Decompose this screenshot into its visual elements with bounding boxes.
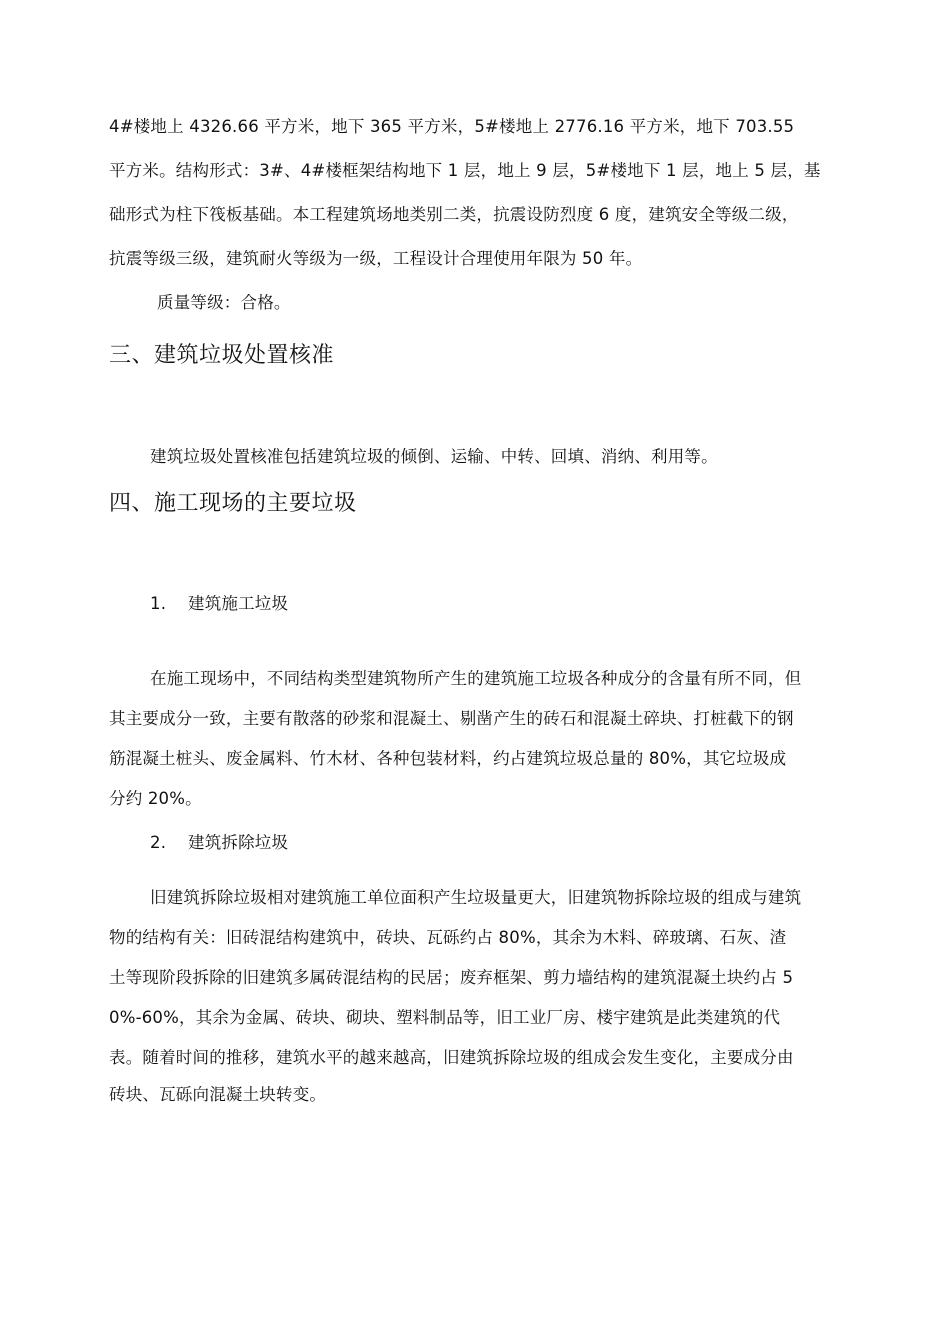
list-item-1-number: 1.: [150, 594, 167, 613]
intro-line-4: 抗震等级三级，建筑耐火等级为一级，工程设计合理使用年限为 50 年。: [109, 249, 643, 268]
item-2-line-4: 0%-60%，其余为金属、砖块、砌块、塑料制品等，旧工业厂房、楼宇建筑是此类建筑的代: [109, 1008, 781, 1027]
section-4-heading: 四、施工现场的主要垃圾: [109, 491, 357, 516]
list-item-2-title: 建筑拆除垃圾: [188, 833, 289, 852]
quality-grade: 质量等级：合格。: [157, 293, 291, 312]
list-item-2-number: 2.: [150, 833, 167, 852]
item-1-line-1: 在施工现场中，不同结构类型建筑物所产生的建筑施工垃圾各种成分的含量有所不同，但: [150, 669, 802, 688]
section-3-paragraph: 建筑垃圾处置核准包括建筑垃圾的倾倒、运输、中转、回填、消纳、利用等。: [150, 447, 718, 466]
item-2-line-2: 物的结构有关：旧砖混结构建筑中，砖块、瓦砾约占 80%，其余为木料、碎玻璃、石灰、渣: [109, 928, 787, 947]
intro-line-3: 础形式为柱下筏板基础。本工程建筑场地类别二类，抗震设防烈度 6 度，建筑安全等级二级，: [109, 205, 799, 224]
section-3-heading: 三、建筑垃圾处置核准: [109, 343, 335, 368]
item-2-line-5: 表。随着时间的推移，建筑水平的越来越高，旧建筑拆除垃圾的组成会发生变化，主要成分由: [109, 1048, 794, 1067]
list-item-2-heading: [150, 833, 288, 853]
item-1-line-2: 其主要成分一致，主要有散落的砂浆和混凝土、剔凿产生的砖石和混凝土碎块、打桩截下的钢: [109, 709, 794, 728]
intro-line-1: 4#楼地上 4326.66 平方米，地下 365 平方米，5#楼地上 2776.16 平方米，地下 703.55: [109, 117, 795, 136]
item-2-line-3: 土等现阶段拆除的旧建筑多属砖混结构的民居；废弃框架、剪力墙结构的建筑混凝土块约占 5: [109, 968, 794, 987]
item-1-line-4: 分约 20%。: [109, 789, 202, 808]
intro-line-2: 平方米。结构形式：3#、4#楼框架结构地下 1 层，地上 9 层，5#楼地下 1 层，地上 5 层，基: [109, 161, 821, 180]
item-2-line-1: 旧建筑拆除垃圾相对建筑施工单位面积产生垃圾量更大，旧建筑物拆除垃圾的组成与建筑: [150, 888, 802, 907]
item-2-line-6: 砖块、瓦砾向混凝土块转变。: [109, 1085, 327, 1104]
list-item-1-title: 建筑施工垃圾: [188, 594, 289, 613]
item-1-line-3: 筋混凝土桩头、废金属料、竹木材、各种包装材料，约占建筑垃圾总量的 80%，其它垃圾成: [109, 749, 787, 768]
list-item-1-heading: [150, 594, 288, 614]
